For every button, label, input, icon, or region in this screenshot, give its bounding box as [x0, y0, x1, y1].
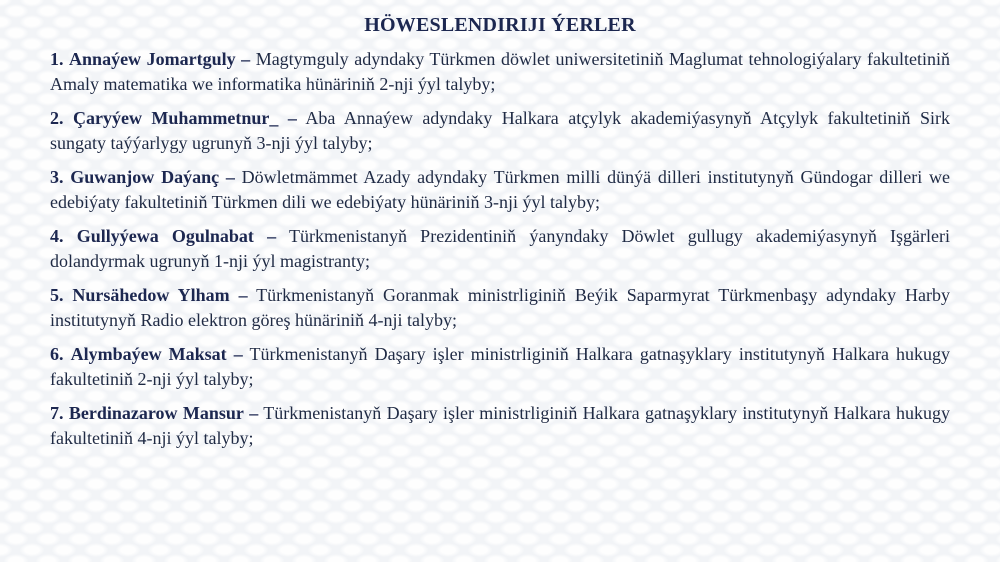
entry-description: Türkmenistanyň Daşary işler ministrliginiň Halkara gatnaşyklary institutynyň Halkara hukugy fakultetiniň 4-nji ýyl talyby; [50, 403, 951, 448]
entry-dash: – [225, 167, 235, 187]
entry-dash: – [241, 49, 251, 69]
entry-name: Gullyýewa Ogulnabat [76, 226, 254, 246]
entry-4 [50, 224, 950, 274]
entry-dash: – [233, 344, 243, 364]
entry-name: Annaýew Jomartguly [69, 49, 236, 69]
page-title: HÖWESLENDIRIJI ÝERLER [364, 14, 636, 36]
entry-description: Döwletmämmet Azady adyndaky Türkmen milli dünýä dilleri institutynyň Gündogar dilleri we edebiýaty fakultetiniň Türkmen dili we edebiýaty hünäriniň 3-nji ýyl talyby; [50, 167, 950, 212]
entry-6 [50, 342, 950, 392]
slide [50, 14, 950, 460]
entry-description: Aba Annaýew adyndaky Halkara atçylyk akademiýasynyň Atçylyk fakultetiniň Sirk sungaty taýýarlygy ugrunyň 3-nji ýyl talyby; [50, 108, 951, 153]
entry-2 [50, 106, 950, 156]
entry-dash: – [238, 285, 248, 305]
entry-name: Guwanjow Daýanç [70, 167, 220, 187]
entry-3 [50, 165, 950, 215]
entry-number: 4. [50, 226, 64, 246]
entry-number: 3. [50, 167, 64, 187]
entry-1 [50, 47, 950, 97]
entry-name: Çaryýew Muhammetnur_ [72, 108, 279, 128]
entry-dash: – [249, 403, 259, 423]
entry-description: Magtymguly adyndaky Türkmen döwlet uniwersitetiniň Maglumat tehnologiýalary fakultetiniň Amaly matematika we informatika hünäriniň 2-nji ýyl talyby; [50, 49, 951, 94]
entry-list [50, 47, 950, 451]
entry-description: Türkmenistanyň Daşary işler ministrliginiň Halkara gatnaşyklary institutynyň Halkara hukugy fakultetiniň 2-nji ýyl talyby; [50, 344, 951, 389]
entry-dash: – [287, 108, 297, 128]
entry-name: Nursähedow Ylham [72, 285, 230, 305]
entry-name: Berdinazarow Mansur [68, 403, 244, 423]
entry-number: 6. [50, 344, 64, 364]
entry-7 [50, 401, 950, 451]
entry-description: Türkmenistanyň Goranmak ministrliginiň Beýik Saparmyrat Türkmenbaşy adyndaky Harby institutynyň Radio elektron göreş hünäriniň 4-nji talyby; [50, 285, 950, 330]
entry-name: Alymbaýew Maksat [70, 344, 227, 364]
entry-dash: – [267, 226, 277, 246]
entry-5 [50, 283, 950, 333]
entry-number: 1. [50, 49, 64, 69]
entry-number: 2. [50, 108, 64, 128]
entry-number: 7. [50, 403, 64, 423]
entry-number: 5. [50, 285, 64, 305]
entry-description: Türkmenistanyň Prezidentiniň ýanyndaky Döwlet gullugy akademiýasynyň Işgärleri dolandyrmak ugrunyň 1-nji ýyl magistranty; [50, 226, 951, 271]
